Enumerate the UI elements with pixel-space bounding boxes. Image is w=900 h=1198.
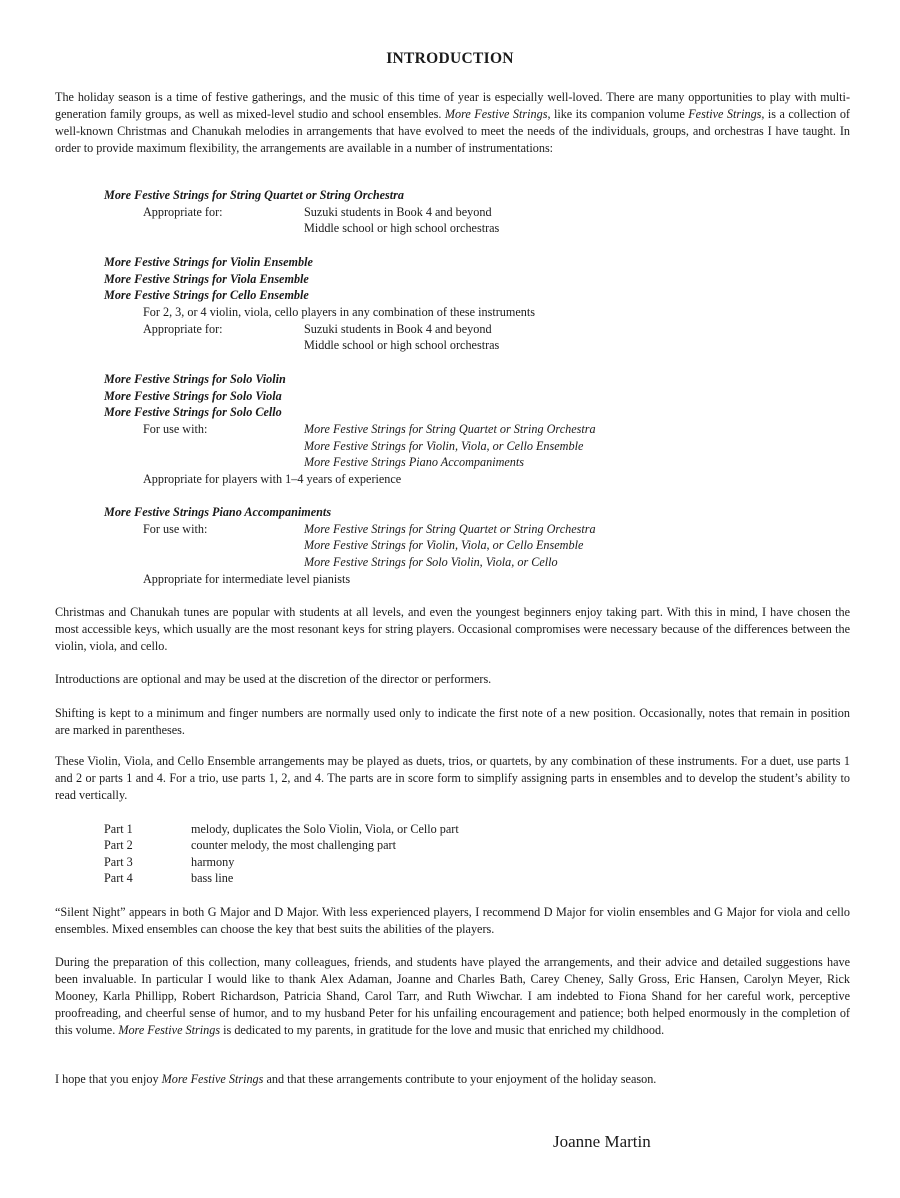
edition-label: Appropriate for: xyxy=(143,204,223,219)
edition-heading: More Festive Strings for Solo Viola xyxy=(104,388,282,403)
shifting-paragraph: Shifting is kept to a minimum and finger numbers are normally used only to indicate the first note of a new position. Occasionally, notes that remain in position are marked in parentheses. xyxy=(55,706,850,737)
edition-value: Suzuki students in Book 4 and beyond xyxy=(304,204,492,219)
introductions-paragraph: Introductions are optional and may be used at the discretion of the director or performers. xyxy=(55,672,492,686)
edition-heading: More Festive Strings for Cello Ensemble xyxy=(104,288,309,303)
edition-value: More Festive Strings for String Quartet or String Orchestra xyxy=(304,521,596,536)
edition-label: For use with: xyxy=(143,422,208,437)
edition-value: Middle school or high school orchestras xyxy=(304,338,500,353)
intro-paragraph: The holiday season is a time of festive gatherings, and the music of this time of year is especially well-loved. There are many opportunities to play with multi-generation family groups, as well as mixed-level studio and school ensembles. More Festive Strings, like its companion volume Festive Strings, is a collection of well-known Christmas and Chanukah melodies in arrangements that have evolved to meet the needs of the individuals, groups, and orchestras I have taught. In order to provide maximum flexibility, the arrangements are available in a number of instrumentations: xyxy=(55,90,850,155)
edition-value: More Festive Strings for String Quartet or String Orchestra xyxy=(304,422,596,437)
parts-list xyxy=(0,821,900,886)
edition-value: More Festive Strings for Solo Violin, Viola, or Cello xyxy=(304,555,558,570)
edition-quartet xyxy=(0,187,900,237)
edition-heading: More Festive Strings Piano Accompaniments xyxy=(104,505,332,519)
edition-heading: More Festive Strings for Solo Violin xyxy=(104,372,286,386)
edition-heading: More Festive Strings for Viola Ensemble xyxy=(104,271,309,286)
list-item: Part 1 melody, duplicates the Solo Violin, Viola, or Cello part xyxy=(104,822,459,836)
edition-value: Middle school or high school orchestras xyxy=(304,221,500,236)
edition-piano xyxy=(0,504,900,587)
page-title: INTRODUCTION xyxy=(386,50,514,67)
edition-note: For 2, 3, or 4 violin, viola, cello players in any combination of these instruments xyxy=(143,305,535,320)
edition-note: Appropriate for intermediate level pianists xyxy=(143,571,351,586)
edition-value: More Festive Strings for Violin, Viola, or Cello Ensemble xyxy=(304,438,584,453)
ensembles-paragraph: These Violin, Viola, and Cello Ensemble arrangements may be played as duets, trios, or quartets, by any combination of these instruments. For a duet, use parts 1 and 2 or parts 1 and 4. For a trio, use parts 1, 2, and 4. The parts are in score form to simplify assigning parts in ensembles and to develop the student’s ability to read vertically. xyxy=(55,754,850,802)
edition-heading: More Festive Strings for Solo Cello xyxy=(104,405,282,420)
edition-heading: More Festive Strings for Violin Ensemble xyxy=(104,255,313,269)
silent-night-paragraph: “Silent Night” appears in both G Major and D Major. With less experienced players, I recommend D Major for violin ensembles and G Major for viola and cello ensembles. Mixed ensembles can choose the key that best suits the abilities of the players. xyxy=(55,905,850,936)
edition-note: Appropriate for players with 1–4 years of experience xyxy=(143,472,402,487)
signature: Joanne Martin xyxy=(553,1132,651,1151)
edition-value: More Festive Strings for Violin, Viola, or Cello Ensemble xyxy=(304,538,584,553)
thanks-paragraph: During the preparation of this collection, many colleagues, friends, and students have played the arrangements, and their advice and detailed suggestions have been invaluable. In particular I would like to thank Alex Adaman, Joanne and Charles Bath, Carey Cheney, Sally Gross, Eric Hansen, Carolyn Meyer, Rick Mooney, Karla Phillipp, Robert Richardson, Patricia Shand, Carol Tarr, and Ruth Wiwchar. I am indebted to Fiona Shand for her careful work, perceptive proofreading, and cheerful sense of humor, and to my husband Peter for his unfailing encouragement and patience; both helped enormously in the completion of this volume. More Festive Strings is dedicated to my parents, in gratitude for the love and music that enriched my childhood. xyxy=(55,955,850,1037)
list-item: Part 2 counter melody, the most challenging part xyxy=(104,838,396,853)
closing-paragraph: I hope that you enjoy More Festive Strings and that these arrangements contribute to your enjoyment of the holiday season. xyxy=(55,1072,657,1086)
edition-value: More Festive Strings Piano Accompaniments xyxy=(304,455,525,470)
list-item: Part 3 harmony xyxy=(104,854,235,869)
edition-ensemble xyxy=(0,254,900,354)
edition-label: Appropriate for: xyxy=(143,321,223,336)
edition-solo xyxy=(0,371,900,488)
keys-paragraph: Christmas and Chanukah tunes are popular with students at all levels, and even the youngest beginners enjoy taking part. With this in mind, I have chosen the most accessible keys, which usually are the most resonant keys for string players. Occasional compromises were necessary because of the differences between the violin, viola, and cello. xyxy=(55,605,850,653)
list-item: Part 4 bass line xyxy=(104,870,234,885)
edition-heading: More Festive Strings for String Quartet or String Orchestra xyxy=(104,188,405,202)
edition-value: Suzuki students in Book 4 and beyond xyxy=(304,321,492,336)
edition-label: For use with: xyxy=(143,521,208,536)
